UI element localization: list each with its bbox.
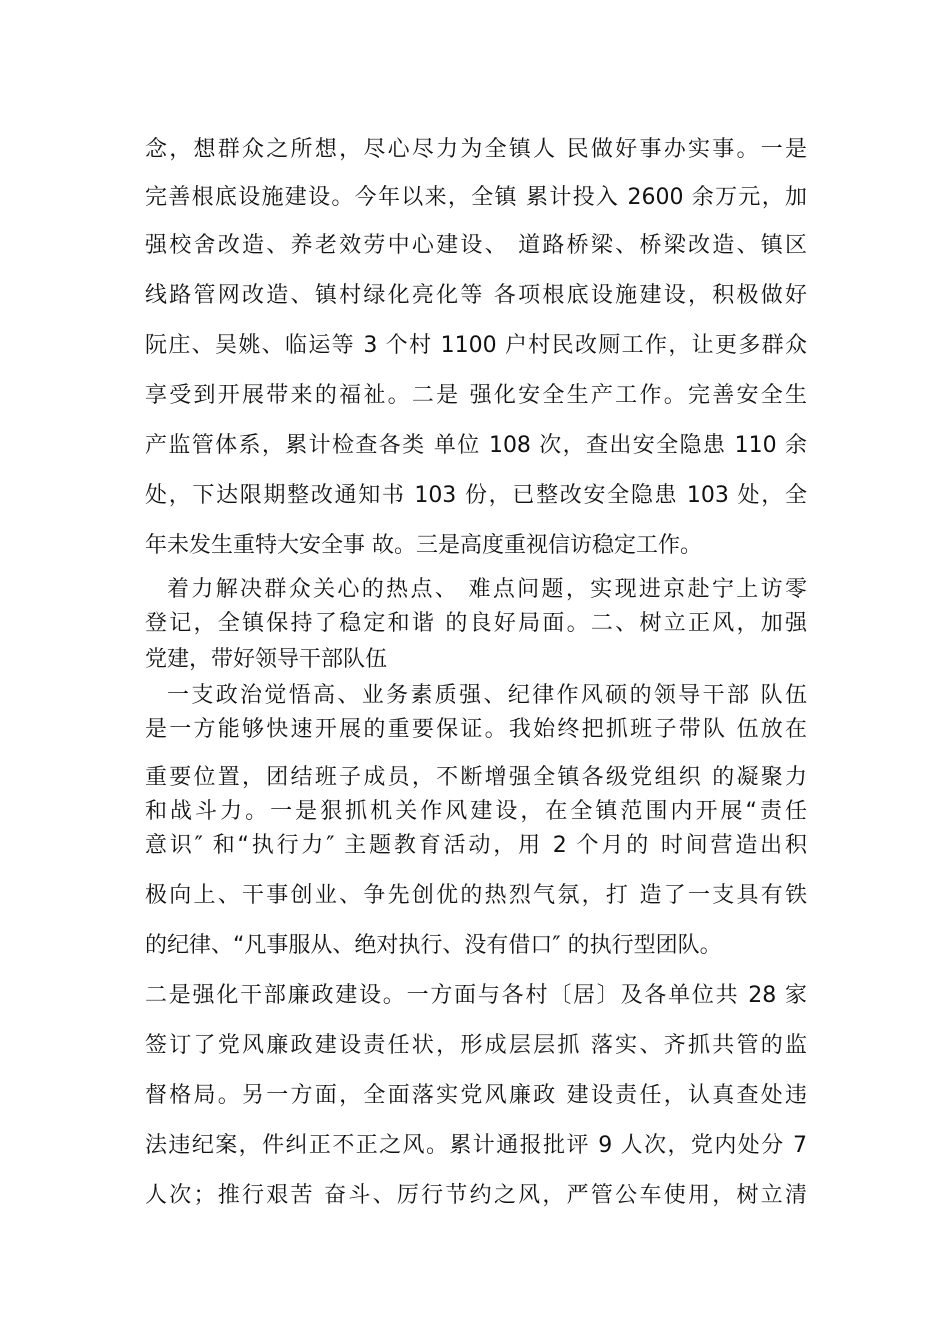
text-line: 二是强化干部廉政建设。一方面与各村〔居〕及各单位共 28 家 bbox=[145, 983, 807, 1008]
text-line: 强校舍改造、养老效劳中心建设、 道路桥梁、桥梁改造、镇区 bbox=[145, 233, 807, 258]
text-line: 完善根底设施建设。今年以来，全镇 累计投入 2600 余万元，加 bbox=[145, 185, 807, 210]
text-line: 签订了党风廉政建设责任状，形成层层抓 落实、齐抓共管的监 bbox=[145, 1033, 807, 1058]
text-line: 念，想群众之所想，尽心尽力为全镇人 民做好事办实事。一是 bbox=[145, 137, 807, 162]
text-line: 年未发生重特大安全事 故。三是高度重视信访稳定工作。 bbox=[145, 533, 702, 558]
text-line: 着力解决群众关心的热点、 难点问题，实现进京赴宁上访零 bbox=[167, 577, 807, 602]
text-line: 是一方能够快速开展的重要保证。我始终把抓班子带队 伍放在 bbox=[145, 717, 807, 742]
text-line: 督格局。另一方面，全面落实党风廉政 建设责任，认真查处违 bbox=[145, 1083, 807, 1108]
text-line: 重要位置，团结班子成员，不断增强全镇各级党组织 的凝聚力 bbox=[145, 765, 807, 790]
text-line: 享受到开展带来的福祉。二是 强化安全生产工作。完善安全生 bbox=[145, 383, 807, 408]
text-line: 人次；推行艰苦 奋斗、厉行节约之风，严管公车使用，树立清 bbox=[145, 1183, 807, 1208]
text-line: 线路管网改造、镇村绿化亮化等 各项根底设施建设，积极做好 bbox=[145, 283, 807, 308]
text-line: 阮庄、吴姚、临运等 3 个村 1100 户村民改厕工作，让更多群众 bbox=[145, 333, 807, 358]
text-line: 一支政治觉悟高、业务素质强、纪律作风硕的领导干部 队伍 bbox=[167, 683, 807, 708]
text-line: 登记，全镇保持了稳定和谐 的良好局面。二、树立正风，加强 bbox=[145, 611, 807, 636]
text-line: 极向上、干事创业、争先创优的热烈气氛，打 造了一支具有铁 bbox=[145, 883, 807, 908]
text-line: 党建，带好领导干部队伍 bbox=[145, 647, 388, 672]
text-line: 法违纪案，件纠正不正之风。累计通报批评 9 人次，党内处分 7 bbox=[145, 1133, 807, 1158]
text-line: 的纪律、“凡事服从、绝对执行、没有借口″ 的执行型团队。 bbox=[145, 933, 722, 958]
text-line: 产监管体系，累计检查各类 单位 108 次，查出安全隐患 110 余 bbox=[145, 433, 807, 458]
text-line: 处，下达限期整改通知书 103 份，已整改安全隐患 103 处，全 bbox=[145, 483, 807, 508]
text-line: 意识″ 和“执行力″ 主题教育活动，用 2 个月的 时间营造出积 bbox=[145, 833, 807, 858]
text-line: 和战斗力。一是狠抓机关作风建设，在全镇范围内开展“责任 bbox=[145, 799, 807, 824]
